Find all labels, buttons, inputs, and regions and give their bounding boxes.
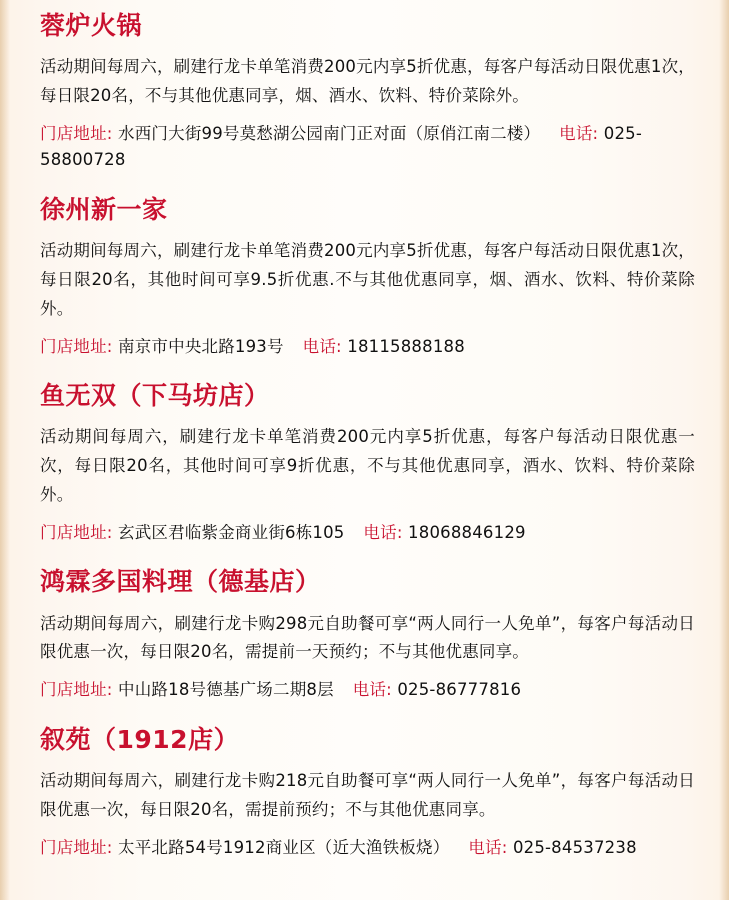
merchant-name: 叙苑（1912店） — [40, 724, 240, 754]
merchant-contact — [40, 835, 695, 861]
merchant-name: 徐州新一家 — [40, 194, 168, 224]
merchant-offer-description: 活动期间每周六，刷建行龙卡购298元自助餐可享“两人同行一人免单”，每客户每活动日限优惠一次，每日限20名，需提前一天预约；不与其他优惠同享。 — [40, 613, 695, 662]
merchant-contact — [40, 520, 695, 546]
address-label: 门店地址: — [40, 680, 113, 700]
address-label: 门店地址: — [40, 837, 113, 857]
merchant-entry — [40, 724, 695, 861]
phone-value: 025-84537238 — [512, 837, 637, 857]
phone-label: 电话: — [468, 837, 508, 857]
merchant-offer-description: 活动期间每周六，刷建行龙卡购218元自助餐可享“两人同行一人免单”，每客户每活动日限优惠一次，每日限20名，需提前预约；不与其他优惠同享。 — [40, 770, 695, 819]
merchant-name: 鸿霖多国料理（德基店） — [40, 567, 321, 597]
address-value: 中山路18号德基广场二期8层 — [118, 680, 334, 700]
address-label: 门店地址: — [40, 522, 113, 542]
phone-value: 025-86777816 — [397, 680, 522, 700]
merchant-offer-description: 活动期间每周六，刷建行龙卡单笔消费200元内享5折优惠，每客户每活动日限优惠一次，每日限20名，其他时间可享9折优惠，不与其他优惠同享，酒水、饮料、特价菜除外。 — [40, 427, 695, 505]
merchant-offer-description: 活动期间每周六，刷建行龙卡单笔消费200元内享5折优惠，每客户每活动日限优惠1次，每日限20名，不与其他优惠同享，烟、酒水、饮料、特价菜除外。 — [40, 57, 695, 106]
address-label: 门店地址: — [40, 124, 113, 143]
merchant-entry — [40, 10, 695, 174]
page-edge-shadow-left — [0, 0, 10, 900]
merchant-contact — [40, 121, 695, 174]
merchant-entry — [40, 194, 695, 360]
merchant-name: 鱼无双（下马坊店） — [40, 381, 270, 411]
merchant-name: 蓉炉火锅 — [40, 11, 143, 40]
page-edge-shadow-right — [719, 0, 729, 900]
address-value: 南京市中央北路193号 — [118, 336, 284, 356]
merchant-entry — [40, 380, 695, 546]
address-label: 门店地址: — [40, 336, 113, 356]
phone-label: 电话: — [302, 336, 342, 356]
phone-value: 18115888188 — [347, 336, 465, 356]
phone-label: 电话: — [352, 680, 392, 700]
merchant-offer-description: 活动期间每周六，刷建行龙卡单笔消费200元内享5折优惠，每客户每活动日限优惠1次，每日限20名，其他时间可享9.5折优惠.不与其他优惠同享，烟、酒水、饮料、特价菜除外。 — [40, 241, 695, 318]
merchant-contact — [40, 677, 695, 703]
merchant-contact — [40, 334, 695, 360]
address-value: 太平北路54号1912商业区（近大渔铁板烧） — [118, 837, 450, 857]
phone-label: 电话: — [559, 124, 599, 143]
address-value: 水西门大街99号莫愁湖公园南门正对面（原俏江南二楼） — [118, 124, 541, 143]
address-value: 玄武区君临紫金商业街6栋105 — [118, 522, 345, 542]
phone-label: 电话: — [363, 522, 403, 542]
phone-value: 025-58800728 — [40, 124, 642, 170]
merchant-entry — [40, 566, 695, 703]
phone-value: 18068846129 — [408, 522, 526, 542]
